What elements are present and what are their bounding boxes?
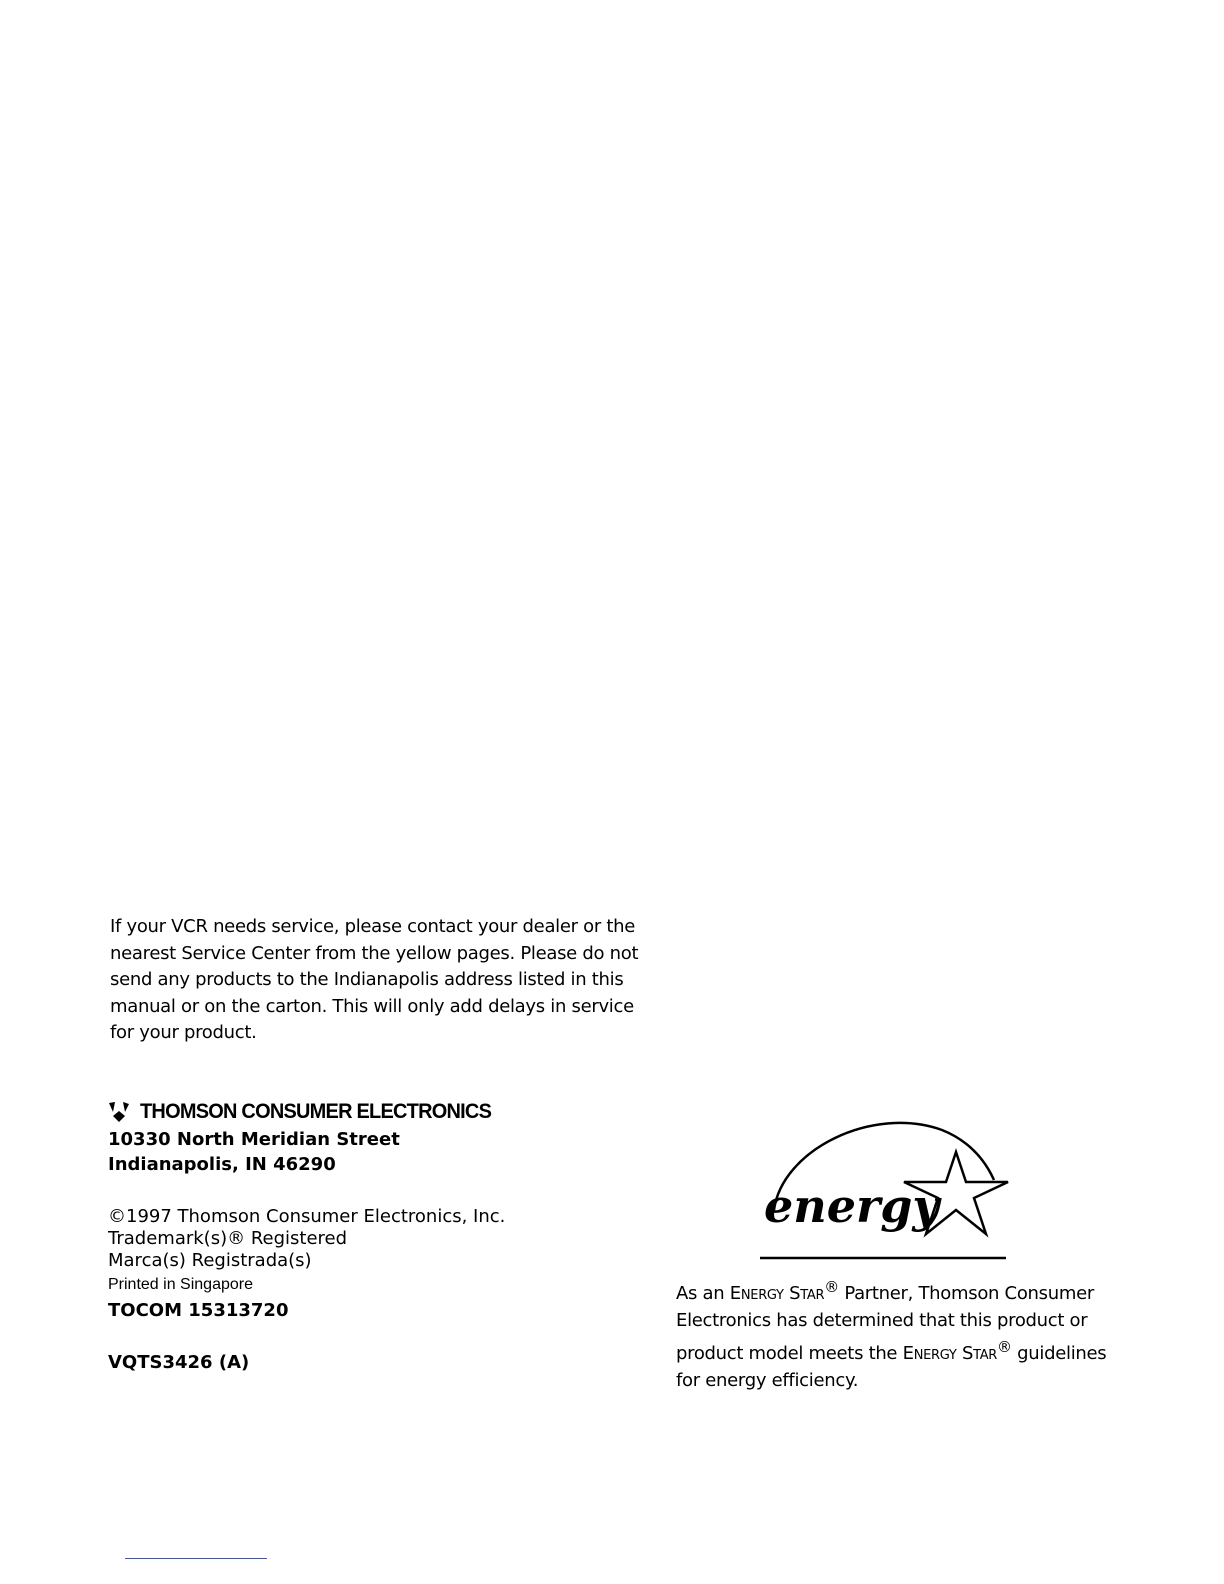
service-notice-line: If your VCR needs service, please contact your dealer or the <box>110 916 636 937</box>
company-header <box>106 1097 626 1127</box>
marca-line: Marca(s) Registrada(s) <box>108 1250 312 1271</box>
energy-statement-line-2: Electronics has determined that this product or <box>676 1309 1088 1331</box>
service-notice-line: send any products to the Indianapolis address listed in this <box>110 969 624 990</box>
legal-block <box>108 1206 588 1324</box>
energy-star-statement <box>676 1274 1196 1394</box>
service-notice-line: nearest Service Center from the yellow pages. Please do not <box>110 942 639 964</box>
service-notice-line: for your product. <box>110 1022 257 1043</box>
service-notice-line: manual or on the carton. This will only add delays in service <box>110 995 634 1017</box>
service-notice <box>110 914 650 1047</box>
trademark-line: Trademark(s)® Registered <box>108 1228 348 1249</box>
energy-statement-line-1: As an Energy Star® Partner, Thomson Consumer <box>676 1278 1094 1304</box>
energy-logo-text: energy <box>764 1179 940 1233</box>
document-code: VQTS3426 (A) <box>108 1352 250 1373</box>
energy-statement-line-3: product model meets the Energy Star® guidelines <box>676 1338 1107 1364</box>
thomson-logo-icon <box>106 1100 132 1124</box>
company-address-block <box>106 1097 626 1177</box>
energy-star-brand: Energy Star <box>729 1283 825 1304</box>
company-city: Indianapolis, IN 46290 <box>108 1154 336 1175</box>
energy-star-logo <box>752 1110 1022 1265</box>
tocom-number: TOCOM 15313720 <box>108 1300 289 1321</box>
company-name: THOMSON CONSUMER ELECTRONICS <box>140 1100 492 1123</box>
printed-in-line: Printed in Singapore <box>108 1276 253 1293</box>
bottom-divider <box>125 1558 267 1559</box>
energy-star-brand: Energy Star <box>902 1343 998 1364</box>
company-street: 10330 North Meridian Street <box>108 1129 400 1150</box>
energy-statement-line-4: for energy efficiency. <box>676 1369 859 1391</box>
copyright-line: ©1997 Thomson Consumer Electronics, Inc. <box>108 1206 506 1227</box>
